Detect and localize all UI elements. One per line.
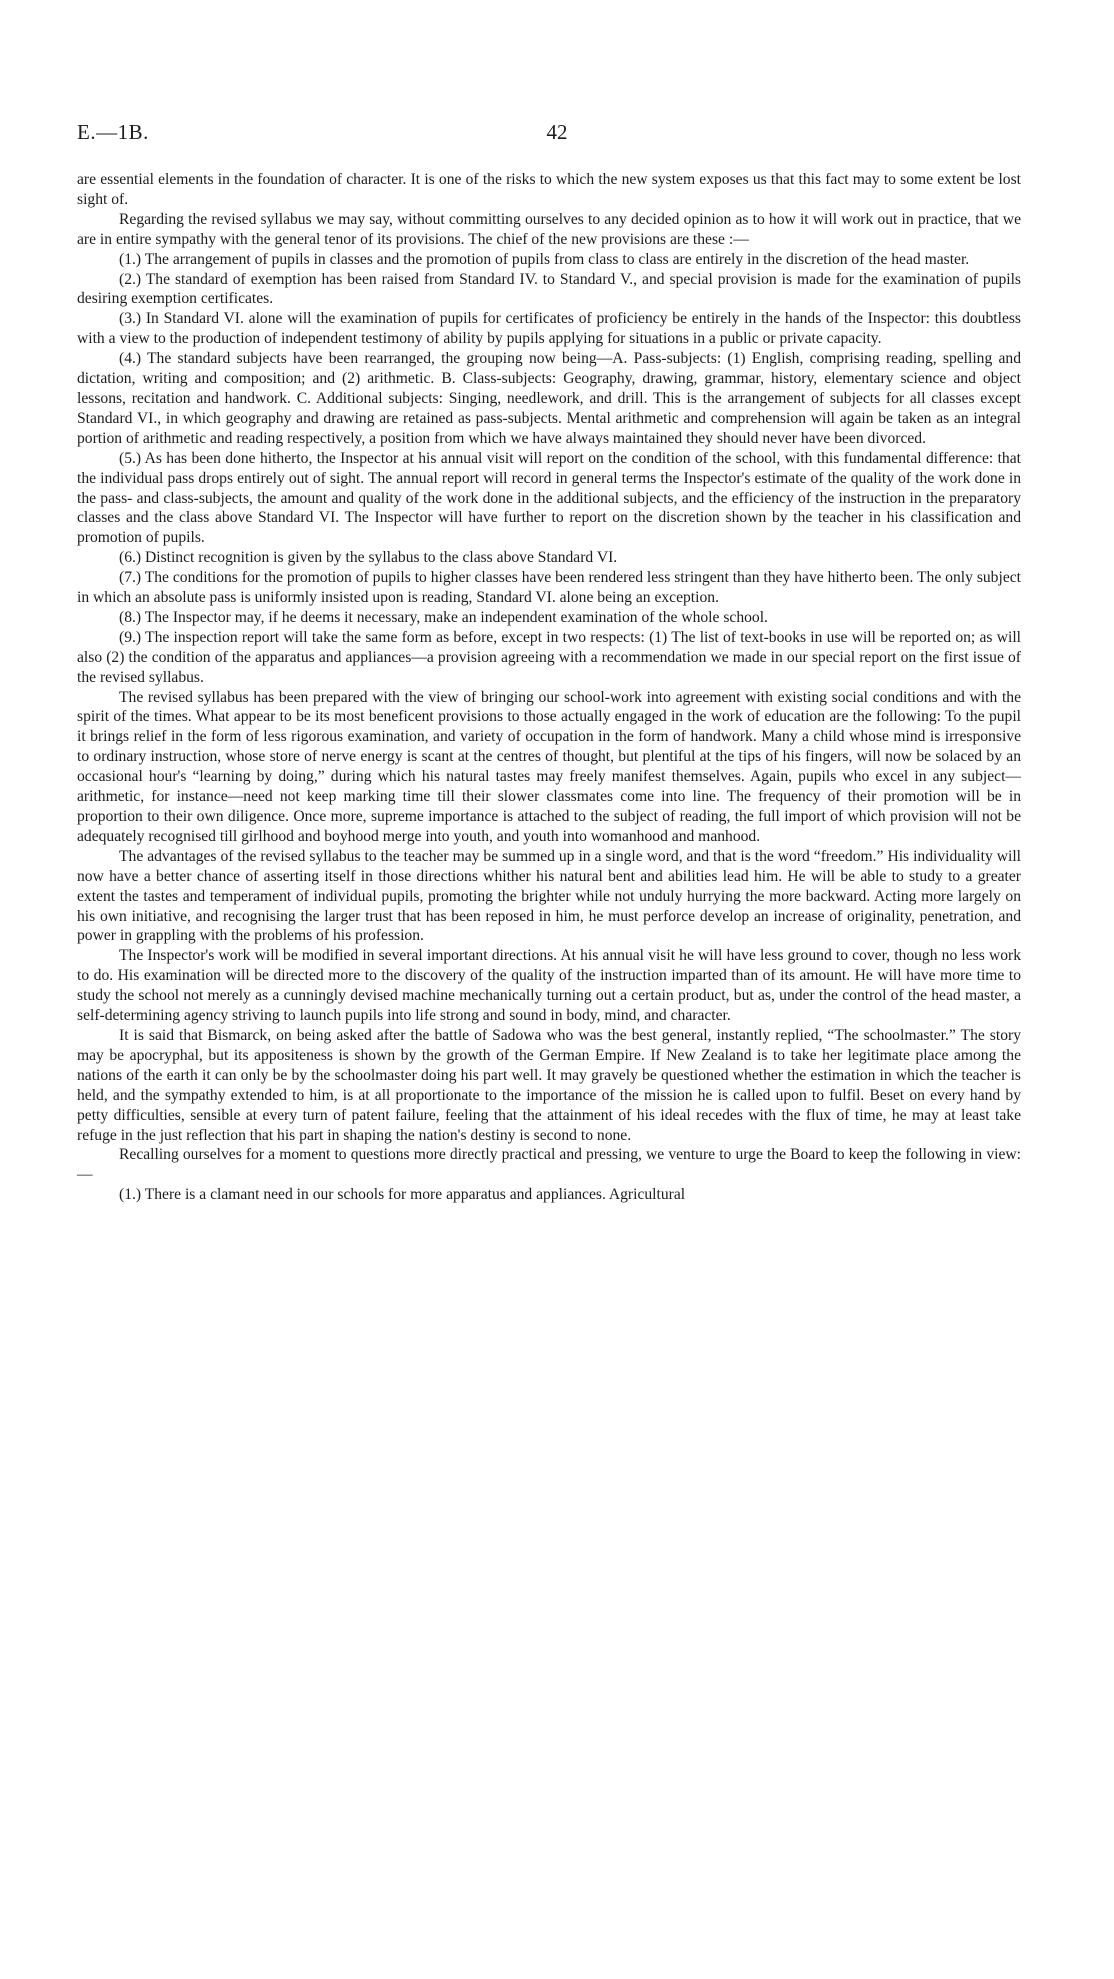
page-number: 42 — [546, 120, 568, 144]
document-reference: E.—1B. — [77, 120, 149, 144]
paragraph: (4.) The standard subjects have been rearranged, the grouping now being—A. Pass-subjects: (1) English, comprising reading, spelling and dictation, writing and composition; and (2) arithmetic. B. Class-subjects: Geography, drawing, grammar, history, elementary science and object lessons, recitation and handwork. C. Additional subjects: Singing, needlework, and drill. This is the arrangement of subjects for all classes except Standard VI., in which geography and drawing are retained as pass-subjects. Mental arithmetic and comprehension will again be taken as an integral portion of arithmetic and reading respectively, a position from which we have always maintained they should never have been divorced. — [77, 350, 1021, 447]
paragraph: (3.) In Standard VI. alone will the examination of pupils for certificates of proficiency be entirely in the hands of the Inspector: this doubtless with a view to the production of independent testimony of ability by pupils applying for situations in a public or private capacity. — [77, 310, 1021, 348]
paragraph: (1.) There is a clamant need in our schools for more apparatus and appliances. Agricultural — [119, 1186, 686, 1204]
paragraph: The revised syllabus has been prepared with the view of bringing our school-work into agreement with existing social conditions and with the spirit of the times. What appear to be its most beneficent provisions to those actually engaged in the work of education are the following: To the pupil it brings relief in the form of less rigorous examination, and variety of occupation in the form of handwork. Many a child whose mind is irresponsive to ordinary instruction, whose store of nerve energy is scant at the centres of thought, but plentiful at the tips of his fingers, will now be solaced by an occasional hour's “learning by doing,” during which his natural tastes may freely manifest themselves. Again, pupils who excel in any subject—arithmetic, for instance—need not keep marking time till their slower classmates come into line. The frequency of their promotion will be in proportion to their own diligence. Once more, supreme importance is attached to the subject of reading, the full import of which provision will not be adequately recognised till girlhood and boyhood merge into youth, and youth into womanhood and manhood. — [77, 688, 1021, 845]
paragraph: (8.) The Inspector may, if he deems it necessary, make an independent examination of the whole school. — [119, 608, 768, 626]
paragraph: Regarding the revised syllabus we may say, without committing ourselves to any decided opinion as to how it will work out in practice, that we are in entire sympathy with the general tenor of its provisions. The chief of the new provisions are these :— — [77, 210, 1021, 248]
paragraph: (1.) The arrangement of pupils in classes and the promotion of pupils from class to class are entirely in the discretion of the head master. — [119, 250, 970, 268]
paragraph: The advantages of the revised syllabus to the teacher may be summed up in a single word, and that is the word “freedom.” His individuality will now have a better chance of asserting itself in those directions whither his natural bent and abilities lead him. He will be able to study to a greater extent the tastes and temperament of individual pupils, promoting the brighter while not unduly hurrying the more backward. Acting more largely on his own initiative, and recognising the larger trust that has been reposed in him, he must perforce develop an increase of originality, penetration, and power in grappling with the problems of his profession. — [77, 847, 1021, 945]
paragraph: (6.) Distinct recognition is given by the syllabus to the class above Standard VI. — [119, 549, 618, 567]
paragraph: Recalling ourselves for a moment to questions more directly practical and pressing, we venture to urge the Board to keep the following in view:— — [77, 1146, 1021, 1184]
paragraph: The Inspector's work will be modified in several important directions. At his annual visit he will have less ground to cover, though no less work to do. His examination will be directed more to the discovery of the quality of the instruction imparted than of its amount. He will have more time to study the school not merely as a cunningly devised machine mechanically turning out a certain product, but as, under the control of the head master, a self-determining agency striving to launch pupils into life strong and sound in body, mind, and character. — [77, 947, 1021, 1025]
paragraph: (5.) As has been done hitherto, the Inspector at his annual visit will report on the condition of the school, with this fundamental difference: that the individual pass drops entirely out of sight. The annual report will record in general terms the Inspector's estimate of the quality of the work done in the pass- and class-subjects, the amount and quality of the work done in the additional subjects, and the efficiency of the instruction in the preparatory classes and the class above Standard VI. The Inspector will have further to report on the discretion shown by the teacher in his classification and promotion of pupils. — [77, 449, 1021, 547]
paragraph: It is said that Bismarck, on being asked after the battle of Sadowa who was the best general, instantly replied, “The schoolmaster.” The story may be apocryphal, but its appositeness is shown by the growth of the German Empire. If New Zealand is to take her legitimate place among the nations of the earth it can only be by the schoolmaster doing his part well. It may gravely be questioned whether the estimation in which the teacher is held, and the sympathy extended to him, is at all proportionate to the importance of the mission he is called upon to fulfil. Beset on every hand by petty difficulties, sensible at every turn of patent failure, feeling that the attainment of his ideal recedes with the flux of time, he may at least take refuge in the just reflection that his part in shaping the nation's destiny is second to none. — [77, 1026, 1021, 1144]
page-header — [77, 120, 1037, 150]
paragraph: (2.) The standard of exemption has been raised from Standard IV. to Standard V., and special provision is made for the examination of pupils desiring exemption certificates. — [77, 270, 1021, 308]
body-text — [77, 170, 1021, 1205]
paragraph: (9.) The inspection report will take the same form as before, except in two respects: (1) The list of text-books in use will be reported on; as will also (2) the condition of the apparatus and appliances—a provision agreeing with a recommendation we made in our special report on the first issue of the revised syllabus. — [77, 628, 1021, 686]
paragraph: (7.) The conditions for the promotion of pupils to higher classes have been rendered less stringent than they have hitherto been. The only subject in which an absolute pass is uniformly insisted upon is reading, Standard VI. alone being an exception. — [77, 569, 1021, 607]
paragraph: are essential elements in the foundation of character. It is one of the risks to which the new system exposes us that this fact may to some extent be lost sight of. — [77, 171, 1021, 208]
